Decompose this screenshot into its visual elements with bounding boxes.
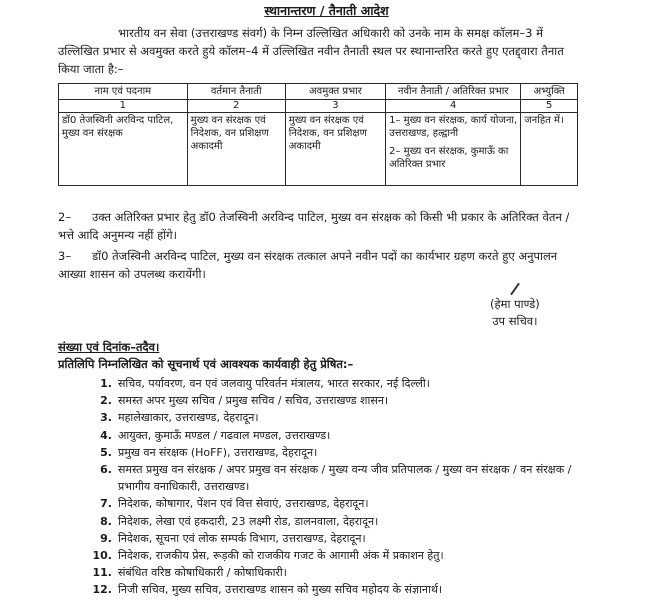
paragraph-text: डॉ0 तेजस्विनी अरविन्द पाटिल, मुख्य वन संरक्षक तत्काल अपने नवीन पदों का कार्यभार ग्रहण करते हुए अनुपालन आख्या शासन को उपलब्ध करायेंगी।: [58, 249, 558, 281]
list-item: [58, 530, 598, 547]
list-item: [58, 547, 598, 564]
new-posting-2: 2– मुख्य वन संरक्षक, कुमाऊँ का अतिरिक्त प्रभार: [389, 146, 509, 170]
list-item-number: 6.: [100, 463, 112, 477]
table-row: [59, 113, 578, 186]
copy-to-line: प्रतिलिपि निम्नलिखित को सूचनार्थ एवं आवश्यक कार्यवाही हेतु प्रेषित:–: [58, 357, 354, 371]
recipient-list: [58, 375, 598, 599]
list-item: [58, 375, 598, 392]
paragraph-2: [58, 208, 578, 244]
list-item: [58, 409, 598, 426]
list-item-number: 5.: [100, 445, 112, 459]
list-item-number: 3.: [100, 411, 112, 425]
signature-block: [490, 296, 540, 330]
list-item-number: 11.: [92, 566, 112, 580]
list-item-number: 10.: [92, 549, 112, 563]
list-item-text: आयुक्त, कुमाऊँ मण्डल / गढवाल मण्डल, उत्तराखण्ड।: [118, 428, 331, 442]
list-item-text: सचिव, पर्यावरण, वन एवं जलवायु परिवर्तन मंत्रालय, भारत सरकार, नई दिल्ली।: [118, 377, 430, 390]
header-name: नाम एवं पदनाम: [59, 84, 188, 100]
list-item: [58, 461, 598, 495]
list-item-number: 4.: [100, 428, 112, 442]
cell-remarks: जनहित में।: [521, 113, 578, 186]
header-new-posting: नवीन तैनाती / अतिरिक्त प्रभार: [386, 84, 521, 100]
list-item-number: 7.: [100, 497, 112, 511]
list-item-text: निदेशक, लेखा एवं हकदारी, 23 लक्ष्मी रोड, डालनवाला, देहरादून।: [118, 514, 379, 528]
list-item-text: समस्त अपर मुख्य सचिव / प्रमुख सचिव / सचिव, उत्तराखण्ड शासन।: [118, 394, 389, 408]
paragraph-number: 3–: [58, 249, 72, 263]
table-number-row: [59, 100, 578, 113]
list-item: [58, 513, 598, 530]
table-header-row: [59, 84, 578, 100]
list-item: [58, 581, 598, 598]
col-number: 1: [59, 100, 188, 113]
list-item-text: समस्त प्रमुख वन संरक्षक / अपर प्रमुख वन संरक्षक / मुख्य वन्य जीव प्रतिपालक / मुख्य वन संरक्षक / वन संरक्षक / प्रभागीय वनाधिकारी, उत्तराखण्ड।: [118, 463, 572, 494]
intro-paragraph: [58, 24, 578, 78]
list-item-text: संबंधित वरिष्ठ कोषाधिकारी / कोषाधिकारी।: [118, 566, 287, 580]
list-item-number: 8.: [100, 514, 112, 528]
list-item: [58, 495, 598, 512]
order-heading: स्थानान्तरण / तैनाती आदेश: [264, 3, 389, 18]
list-item: [58, 392, 598, 409]
cell-name: डॉ0 तेजस्विनी अरविन्द पाटिल, मुख्य वन संरक्षक: [59, 113, 188, 186]
list-item-text: महालेखाकार, उत्तराखण्ड, देहरादून।: [118, 411, 259, 425]
list-item-number: 2.: [100, 394, 112, 408]
col-number: 3: [285, 100, 385, 113]
list-item-number: 9.: [100, 531, 112, 545]
list-item-text: प्रमुख वन संरक्षक (HoFF), उत्तराखण्ड, देहरादून।: [118, 445, 318, 459]
list-item-number: 12.: [92, 583, 112, 597]
signatory-designation: उप सचिव।: [492, 314, 538, 328]
paragraph-number: 2–: [58, 210, 72, 224]
intro-text: भारतीय वन सेवा (उत्तराखण्ड संवर्ग) के निम्न उल्लिखित अधिकारी को उनके नाम के समक्ष कॉलम–3 में उल्लिखित प्रभार से अवमुक्त करते हुये कॉलम–4 में उल्लिखित नवीन तैनाती स्थल पर स्थानान्तरित करते हुए एतद्द्वारा तैनात किया जाता है:–: [58, 26, 564, 76]
list-item-text: निदेशक, सूचना एवं लोक सम्पर्क विभाग, उत्तराखण्ड, देहरादून।: [118, 531, 366, 545]
signature-stroke: [510, 283, 520, 296]
posting-table: [58, 83, 578, 186]
signatory-name: (हेमा पाण्डे): [490, 297, 540, 311]
header-relieved-charge: अवमुक्त प्रभार: [285, 84, 385, 100]
list-item-text: निदेशक, कोषागार, पेंशन एवं वित्त सेवाएं, उत्तराखण्ड, देहरादून।: [118, 497, 369, 511]
header-remarks: अभ्युक्ति: [521, 84, 578, 100]
list-item: [58, 427, 598, 444]
list-item-text: निजी सचिव, मुख्य सचिव, उत्तराखण्ड शासन को मुख्य सचिव महोदय के संज्ञानार्थ।: [118, 583, 443, 597]
list-item: [58, 564, 598, 581]
cell-relieved-charge: मुख्य वन संरक्षक एवं निदेशक, वन प्रशिक्षण अकादमी: [285, 113, 385, 186]
paragraph-3: [58, 247, 578, 283]
reference-line: संख्या एवं दिनांक–तदैव।: [58, 340, 160, 354]
col-number: 5: [521, 100, 578, 113]
list-item-text: निदेशक, राजकीय प्रेस, रूड़की को राजकीय गजट के आगामी अंक में प्रकाशन हेतु।: [118, 549, 444, 563]
cell-current-posting: मुख्य वन संरक्षक एवं निदेशक, वन प्रशिक्षण अकादमी: [187, 113, 285, 186]
header-current-posting: वर्तमान तैनाती: [187, 84, 285, 100]
paragraph-text: उक्त अतिरिक्त प्रभार हेतु डॉ0 तेजस्विनी अरविन्द पाटिल, मुख्य वन संरक्षक को किसी भी प्रकार के अतिरिक्त वेतन / भत्ते आदि अनुमन्य नहीं होंगे।: [58, 210, 570, 242]
cell-new-posting: [386, 113, 521, 186]
col-number: 2: [187, 100, 285, 113]
col-number: 4: [386, 100, 521, 113]
list-item: [58, 444, 598, 461]
new-posting-1: 1– मुख्य वन संरक्षक, कार्य योजना, उत्तराखण्ड, हल्द्वानी: [389, 115, 518, 139]
list-item-number: 1.: [100, 377, 112, 390]
